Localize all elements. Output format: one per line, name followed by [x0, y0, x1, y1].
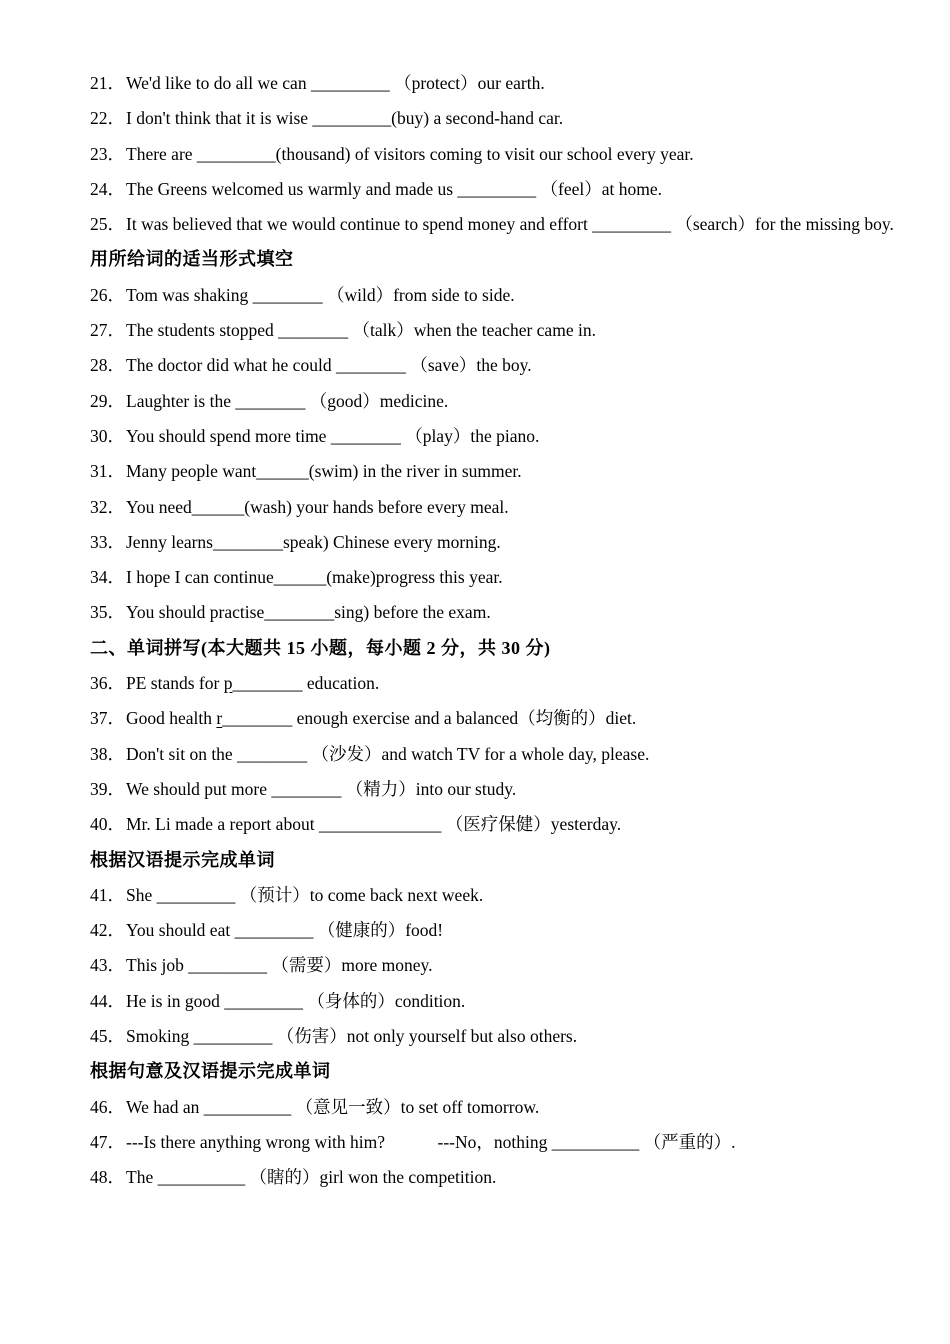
question-number: 45．	[90, 1026, 125, 1047]
question-text	[126, 285, 515, 305]
question-text	[126, 532, 501, 552]
text-segment: Don't sit on the ________ （沙发）and watch TV for a whole day, please.	[126, 743, 650, 764]
question-text	[126, 108, 563, 128]
question-row	[90, 348, 920, 383]
text-segment: This job _________ （需要）more money.	[126, 955, 433, 976]
question-text	[126, 991, 465, 1011]
question-row	[90, 913, 920, 948]
question-text	[126, 426, 539, 446]
question-number: 30．	[90, 425, 125, 446]
question-text	[126, 673, 379, 693]
text-segment: Laughter is the ________ （good）medicine.	[126, 390, 449, 411]
question-row	[90, 137, 920, 172]
text-segment: Tom was shaking ________ （wild）from side to side.	[126, 284, 515, 305]
question-number: 35．	[90, 602, 125, 623]
text-segment: PE stands for	[126, 673, 224, 694]
question-row	[90, 454, 920, 489]
text-segment: There are _________(thousand) of visitors coming to visit our school every year.	[126, 143, 694, 164]
question-number: 27．	[90, 320, 125, 341]
question-row	[90, 207, 920, 242]
question-text	[126, 885, 483, 905]
question-number: 24．	[90, 178, 125, 199]
underlined-hint-letter: r	[216, 708, 223, 729]
text-segment: You should practise________sing) before the exam.	[126, 602, 491, 623]
text-segment: The students stopped ________ （talk）when the teacher came in.	[126, 320, 596, 341]
question-number: 32．	[90, 496, 125, 517]
question-text	[126, 214, 894, 234]
question-number: 36．	[90, 673, 125, 694]
text-segment: She _________ （预计）to come back next week.	[126, 884, 484, 905]
question-row	[90, 278, 920, 313]
text-segment: Many people want______(swim) in the river in summer.	[126, 461, 522, 482]
text-segment: The doctor did what he could ________ （save）the boy.	[126, 355, 532, 376]
question-row	[90, 948, 920, 983]
question-row	[90, 101, 920, 136]
question-row	[90, 878, 920, 913]
question-text	[126, 779, 516, 799]
question-number: 25．	[90, 214, 125, 235]
question-text	[126, 1097, 539, 1117]
question-number: 44．	[90, 990, 125, 1011]
question-number: 23．	[90, 143, 125, 164]
question-number: 21．	[90, 73, 125, 93]
question-number: 26．	[90, 284, 125, 305]
question-row	[90, 701, 920, 736]
text-segment: I hope I can continue______(make)progress this year.	[126, 567, 503, 588]
question-text	[126, 144, 694, 164]
question-row	[90, 666, 920, 701]
question-text	[126, 602, 491, 622]
question-text	[126, 708, 636, 728]
question-text	[126, 814, 621, 834]
question-row	[90, 1090, 920, 1125]
question-row	[90, 490, 920, 525]
question-number: 39．	[90, 778, 125, 799]
section-header: 用所给词的适当形式填空	[90, 249, 294, 270]
question-text	[126, 1026, 577, 1046]
question-row	[90, 525, 920, 560]
text-segment: We'd like to do all we can _________ （protect）our earth.	[126, 73, 545, 93]
question-row	[90, 737, 920, 772]
question-text	[126, 744, 649, 764]
question-text	[126, 497, 509, 517]
question-number: 47．	[90, 1131, 125, 1152]
question-text	[126, 567, 503, 587]
underlined-hint-letter: p	[223, 673, 233, 694]
text-segment: Mr. Li made a report about ______________ （医疗保健）yesterday.	[126, 814, 622, 835]
text-segment: Good health	[126, 708, 217, 729]
text-segment: ________ education.	[232, 673, 380, 694]
text-segment: You should eat _________ （健康的）food!	[126, 920, 444, 941]
text-segment: He is in good _________ （身体的）condition.	[126, 990, 466, 1011]
text-segment: We should put more ________ （精力）into our study.	[126, 778, 517, 799]
question-number: 38．	[90, 743, 125, 764]
question-text	[126, 461, 522, 481]
question-row	[90, 807, 920, 842]
question-number: 34．	[90, 567, 125, 588]
text-segment: We had an __________ （意见一致）to set off tomorrow.	[126, 1096, 540, 1117]
question-number: 33．	[90, 531, 125, 552]
question-text	[126, 955, 433, 975]
text-segment: You need______(wash) your hands before every meal.	[126, 496, 509, 517]
question-text	[126, 1132, 736, 1152]
question-row	[90, 1019, 920, 1054]
text-segment: Smoking _________ （伤害）not only yourself but also others.	[126, 1026, 578, 1047]
text-segment: The __________ （瞎的）girl won the competition.	[126, 1167, 497, 1188]
question-text	[126, 73, 545, 93]
text-segment: ---Is there anything wrong with him? ---No，nothing __________ （严重的）.	[126, 1131, 736, 1152]
question-row	[90, 419, 920, 454]
question-number: 40．	[90, 814, 125, 835]
question-row	[90, 560, 920, 595]
question-number: 46．	[90, 1096, 125, 1117]
question-text	[126, 320, 596, 340]
question-row	[90, 66, 920, 101]
question-number: 28．	[90, 355, 125, 376]
question-row	[90, 172, 920, 207]
question-text	[126, 1167, 496, 1187]
question-text	[126, 355, 532, 375]
text-segment: I don't think that it is wise _________(buy) a second-hand car.	[126, 108, 564, 129]
question-text	[126, 179, 662, 199]
question-row	[90, 595, 920, 630]
text-segment: It was believed that we would continue to spend money and effort _________ （search）for the missing boy.	[126, 214, 894, 235]
text-segment: The Greens welcomed us warmly and made us _________ （feel）at home.	[126, 178, 663, 199]
question-row	[90, 313, 920, 348]
question-number: 43．	[90, 955, 125, 976]
question-number: 22．	[90, 108, 125, 129]
section-header: 二、单词拼写(本大题共 15 小题，每小题 2 分，共 30 分)	[90, 637, 551, 658]
question-text	[126, 391, 448, 411]
question-number: 29．	[90, 390, 125, 411]
question-row	[90, 384, 920, 419]
text-segment: You should spend more time ________ （play）the piano.	[126, 425, 540, 446]
section-header: 根据汉语提示完成单词	[90, 849, 275, 870]
question-number: 31．	[90, 461, 125, 482]
question-row	[90, 1160, 920, 1195]
section-header: 根据句意及汉语提示完成单词	[90, 1061, 331, 1082]
question-number: 41．	[90, 884, 125, 905]
question-row	[90, 772, 920, 807]
question-number: 37．	[90, 708, 125, 729]
question-number: 42．	[90, 920, 125, 941]
question-row	[90, 984, 920, 1019]
question-row	[90, 1125, 920, 1160]
question-number: 48．	[90, 1167, 125, 1188]
text-segment: Jenny learns________speak) Chinese every morning.	[126, 531, 501, 552]
question-text	[126, 920, 443, 940]
text-segment: ________ enough exercise and a balanced（均衡的）diet.	[222, 708, 637, 729]
